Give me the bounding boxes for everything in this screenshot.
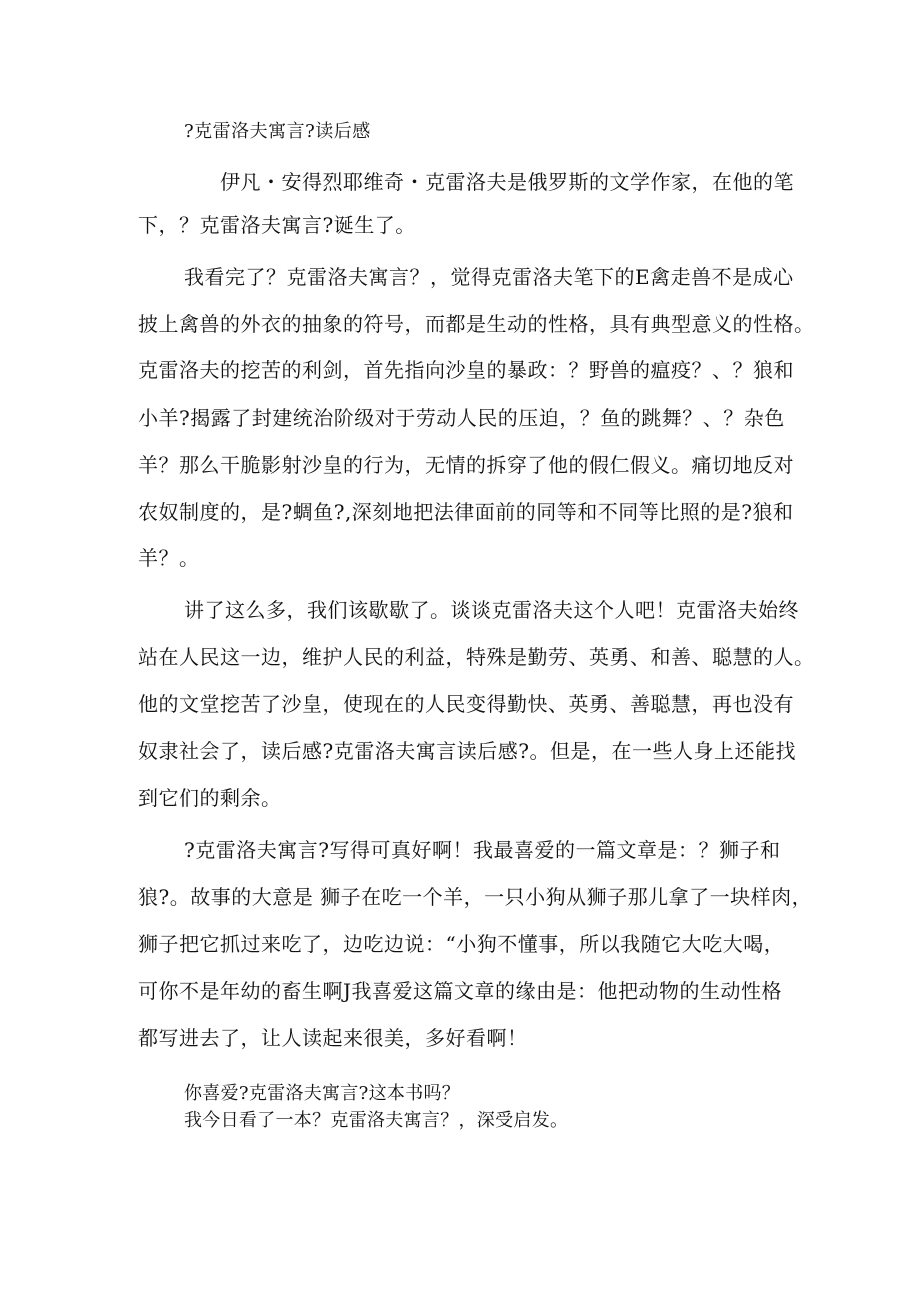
paragraph-3-line-2: 站在人民这一边，维护人民的利益，特殊是勤劳、英勇、和善、聪慧的人。 <box>138 645 815 669</box>
paragraph-2-line-7: 羊？。 <box>138 546 200 570</box>
paragraph-5-line-1: 你喜爱?克雷洛夫寓言?这本书吗？ <box>184 1083 461 1104</box>
paragraph-2-line-4: 小羊?揭露了封建统治阶级对于劳动人民的压迫，？鱼的跳舞？、？杂色 <box>138 406 785 430</box>
paragraph-2-line-2: 披上禽兽的外衣的抽象的符号，而都是生动的性格，具有典型意义的性格。 <box>138 312 815 336</box>
paragraph-4-line-2: 狼?。故事的大意是 狮子在吃一个羊，一只小狗从狮子那儿拿了一块样肉， <box>138 885 813 909</box>
paragraph-2-line-1: 我看完了？克雷洛夫寓言？，觉得克雷洛夫笔下的E禽走兽不是成心 <box>184 265 794 289</box>
paragraph-3-line-3: 他的文堂挖苦了沙皇，使现在的人民变得勤快、英勇、善聪慧，再也没有 <box>138 692 794 716</box>
paragraph-4-line-4: 可你不是年幼的畜生啊J我喜爱这篇文章的缘由是：他把动物的生动性格 <box>138 979 783 1003</box>
paragraph-3-line-5: 到它们的剩余。 <box>138 786 282 810</box>
paragraph-3-line-1: 讲了这么多，我们该歇歇了。谈谈克雷洛夫这个人吧！克雷洛夫始终 <box>184 598 799 622</box>
paragraph-1-line-1: 伊凡・安得烈耶维奇・克雷洛夫是俄罗斯的文学作家，在他的笔 <box>220 170 794 194</box>
paragraph-1-line-2: 下，？克雷洛夫寓言?诞生了。 <box>138 213 416 237</box>
paragraph-2-line-5: 羊？那么干脆影射沙皇的行为，无情的拆穿了他的假仁假义。痛切地反对 <box>138 453 794 477</box>
paragraph-2-line-6: 农奴制度的，是?蜩鱼?,深刻地把法律面前的同等和不同等比照的是?狼和 <box>138 500 794 524</box>
paragraph-4-line-1: ?克雷洛夫寓言?写得可真好啊！我最喜爱的一篇文章是：？狮子和 <box>184 838 781 862</box>
paragraph-4-line-3: 狮子把它抓过来吃了，边吃边说：“小狗不懂事，所以我随它大吃大喝， <box>138 932 785 956</box>
document-title: ?克雷洛夫寓言?读后感 <box>184 121 371 142</box>
paragraph-5-line-2: 我今日看了一本？克雷洛夫寓言？，深受启发。 <box>184 1110 569 1131</box>
paragraph-3-line-4: 奴隶社会了，读后感?克雷洛夫寓言读后感?。但是，在一些人身上还能找 <box>138 739 796 763</box>
paragraph-2-line-3: 克雷洛夫的挖苦的利剑，首先指向沙皇的暴政：？野兽的瘟疫？、？狼和 <box>138 358 794 382</box>
paragraph-4-line-5: 都写进去了，让人读起来很美，多好看啊！ <box>138 1026 528 1050</box>
